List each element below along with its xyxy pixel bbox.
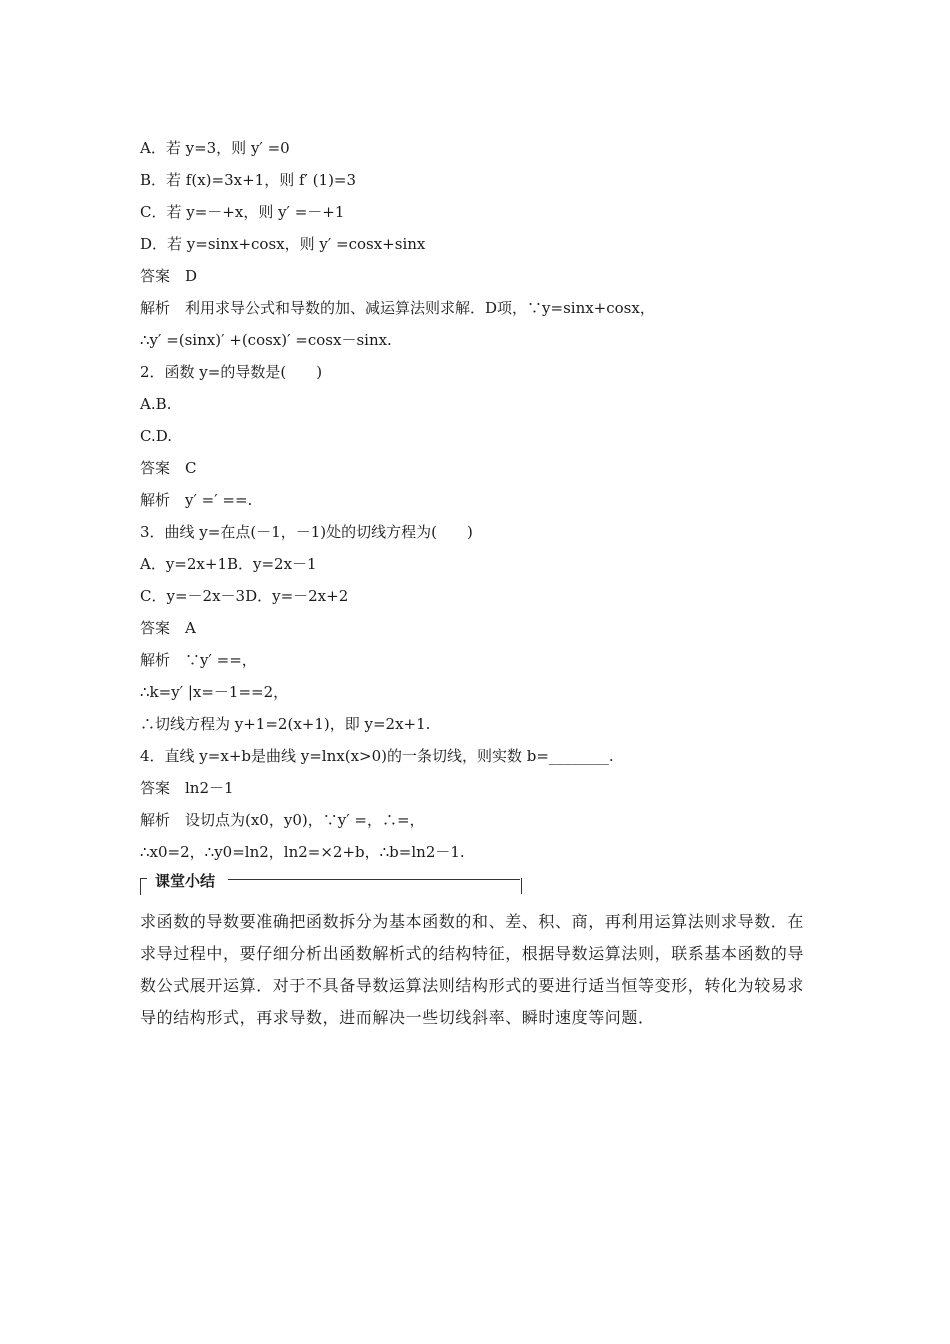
answer-2: 答案 C [140, 459, 197, 477]
question-3-options-ab: A．y=2x+1B．y=2x－1 [140, 555, 317, 573]
question-4: 4．直线 y=x+b是曲线 y=lnx(x>0)的一条切线，则实数 b=________. [140, 747, 614, 765]
analysis-1-cont: ∴y′ =(sinx)′ +(cosx)′ =cosx－sinx. [140, 331, 392, 349]
analysis-4: 解析 设切点为(x0，y0)，∵y′ =，∴=， [140, 811, 425, 829]
question-2-options-ab: A.B. [140, 395, 172, 413]
option-d: D．若 y=sinx+cosx，则 y′ =cosx+sinx [140, 235, 426, 253]
summary-paragraph: 求函数的导数要准确把函数拆分为基本函数的和、差、积、商，再利用运算法则求导数．在求导过程中，要仔细分析出函数解析式的结构特征，根据导数运算法则，联系基本函数的导数公式展开运算．对于不具备导数运算法则结构形式的要进行适当恒等变形，转化为较易求导的结构形式，再求导数，进而解决一些切线斜率、瞬时速度等问题． [140, 912, 805, 1027]
analysis-4-cont: ∴x0=2，∴y0=ln2，ln2=×2+b，∴b=ln2－1. [140, 843, 465, 861]
option-b: B．若 f(x)=3x+1，则 f′ (1)=3 [140, 171, 357, 189]
summary-header [140, 872, 522, 896]
summary-rule [228, 879, 520, 880]
analysis-3: 解析 ∵y′ ==， [140, 651, 257, 669]
summary-bracket-right [520, 878, 522, 894]
summary-title: 课堂小结 [155, 872, 216, 890]
summary-bracket-left [140, 878, 147, 895]
answer-4: 答案 ln2－1 [140, 779, 234, 797]
analysis-3-tangent: ∴切线方程为 y+1=2(x+1)，即 y=2x+1. [140, 715, 431, 733]
analysis-1: 解析 利用求导公式和导数的加、减运算法则求解．D项，∵y=sinx+cosx， [140, 299, 655, 317]
question-3-options-cd: C．y=－2x－3D．y=－2x+2 [140, 587, 349, 605]
analysis-2: 解析 y′ =′ ==. [140, 491, 253, 509]
question-2-options-cd: C.D. [140, 427, 172, 445]
answer-3: 答案 A [140, 619, 196, 637]
question-3: 3．曲线 y=在点(－1，－1)处的切线方程为( ) [140, 523, 473, 541]
option-c: C．若 y=－+x，则 y′ =－+1 [140, 203, 345, 221]
analysis-3-slope: ∴k=y′ |x=－1==2， [140, 683, 289, 701]
question-2: 2．函数 y=的导数是( ) [140, 363, 323, 381]
option-a: A．若 y=3，则 y′ =0 [140, 139, 290, 157]
answer-1: 答案 D [140, 267, 198, 285]
